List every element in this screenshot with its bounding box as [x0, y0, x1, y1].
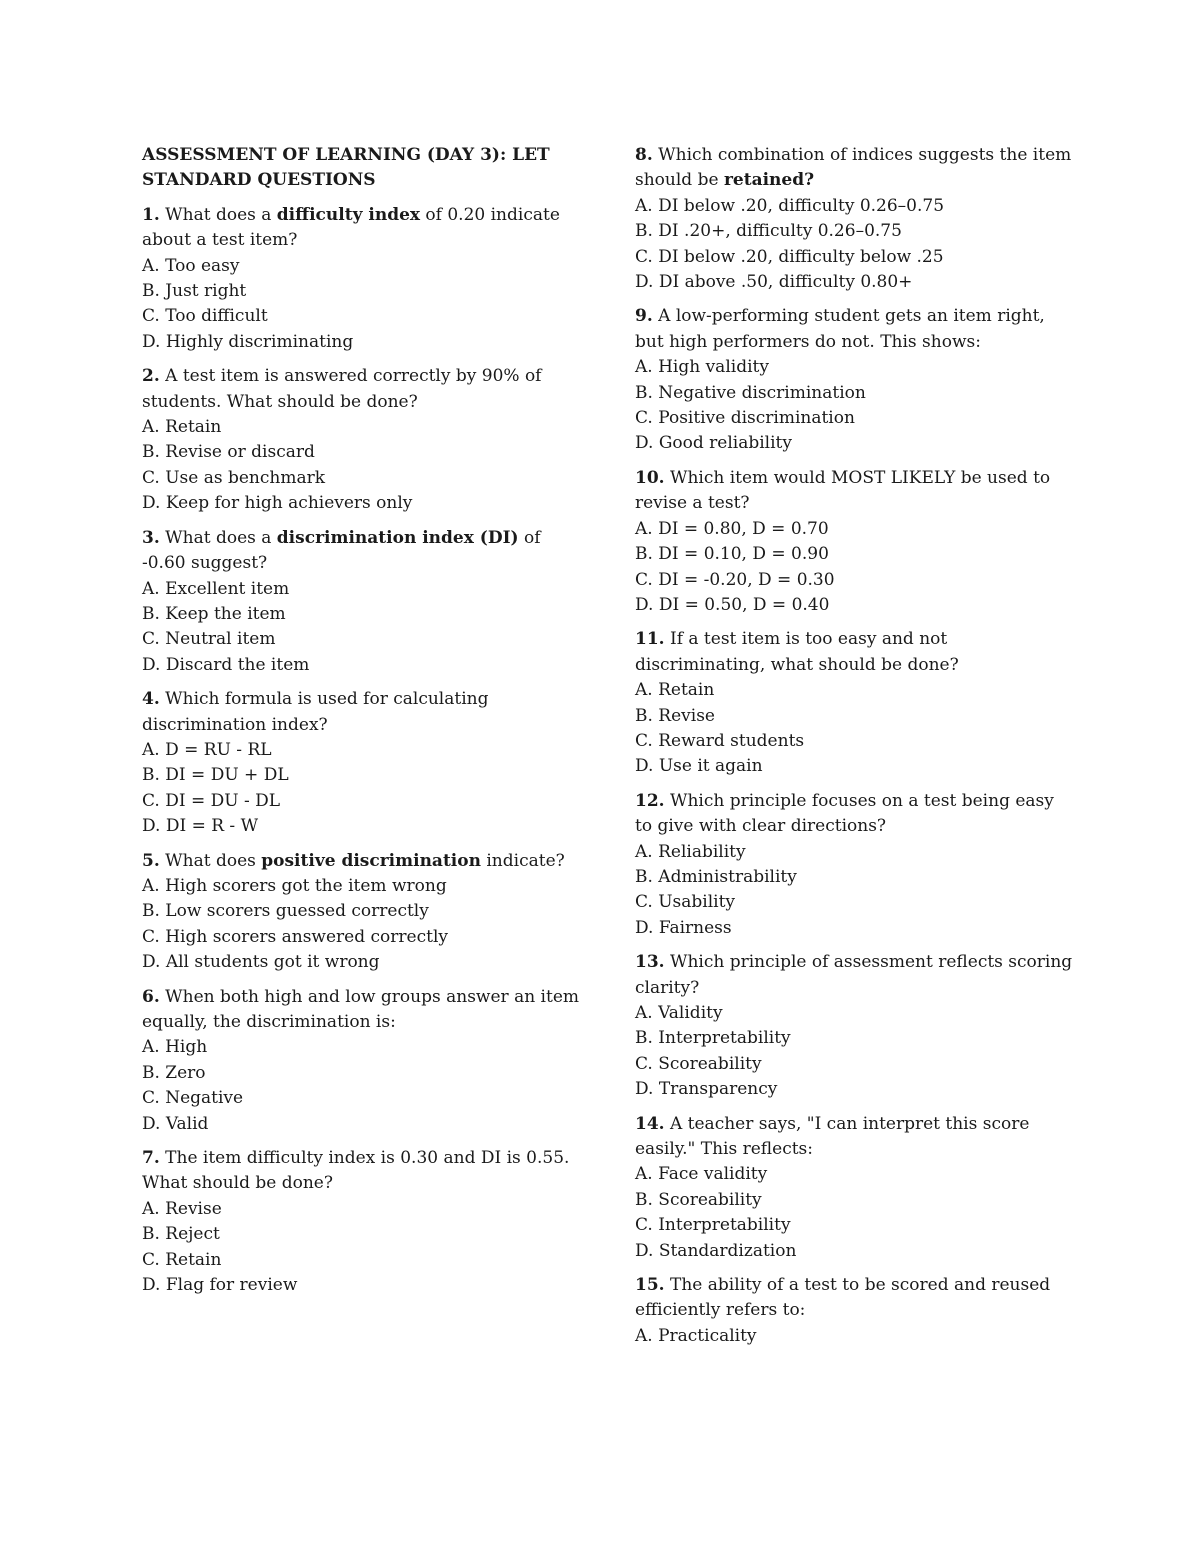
- question-stem: [635, 950, 1075, 1001]
- question-5: [142, 849, 582, 976]
- question-number: 10.: [635, 467, 665, 488]
- question-stem: [635, 1273, 1075, 1324]
- answer-option: A. Retain: [142, 417, 222, 438]
- question-number: 11.: [635, 629, 665, 650]
- answer-option: C. Too difficult: [142, 306, 268, 327]
- question-stem: [142, 849, 582, 874]
- answer-option: A. DI below .20, difficulty 0.26–0.75: [635, 195, 945, 216]
- answer-option: D. DI = 0.50, D = 0.40: [635, 594, 830, 615]
- answer-option: D. Transparency: [635, 1079, 778, 1100]
- answer-option: D. Use it again: [635, 756, 763, 777]
- answer-option: D. Discard the item: [142, 654, 310, 675]
- question-number: 6.: [142, 986, 160, 1007]
- stem-text: of 0.20 indicate about a test item?: [142, 204, 560, 251]
- answer-option: B. Revise: [635, 705, 715, 726]
- question-stem: [142, 1146, 582, 1197]
- question-stem: [635, 1112, 1075, 1163]
- question-stem: [142, 526, 582, 577]
- answer-option: C. DI = -0.20, D = 0.30: [635, 569, 835, 590]
- answer-option: D. Fairness: [635, 917, 732, 938]
- answer-option: B. Low scorers guessed correctly: [142, 901, 429, 922]
- answer-option: C. High scorers answered correctly: [142, 926, 448, 947]
- bold-term: difficulty index: [276, 204, 421, 225]
- question-number: 12.: [635, 790, 665, 811]
- question-number: 15.: [635, 1275, 665, 1296]
- question-stem: [142, 364, 582, 415]
- answer-option: B. Scoreability: [635, 1189, 762, 1210]
- answer-option: B. Zero: [142, 1062, 206, 1083]
- question-number: 9.: [635, 306, 653, 327]
- question-list-left: [142, 203, 582, 1299]
- question-stem: [142, 985, 582, 1036]
- question-stem: [635, 466, 1075, 517]
- answer-option: C. Retain: [142, 1249, 222, 1270]
- answer-option: D. Good reliability: [635, 433, 792, 454]
- question-14: [635, 1112, 1075, 1264]
- stem-text: The item difficulty index is 0.30 and DI is 0.55. What should be done?: [142, 1148, 570, 1194]
- question-3: [142, 526, 582, 678]
- answer-option: B. Negative discrimination: [635, 382, 866, 403]
- answer-option: D. Standardization: [635, 1240, 797, 1261]
- stem-text: Which combination of indices suggests the item should be: [635, 145, 1072, 191]
- answer-option: C. Reward students: [635, 730, 805, 751]
- answer-option: C. Positive discrimination: [635, 408, 855, 429]
- answer-option: A. DI = 0.80, D = 0.70: [635, 518, 829, 539]
- question-number: 13.: [635, 952, 665, 973]
- answer-option: A. Practicality: [635, 1325, 757, 1346]
- answer-option: A. High validity: [635, 357, 769, 378]
- question-10: [635, 466, 1075, 618]
- answer-option: A. High scorers got the item wrong: [142, 875, 447, 896]
- stem-text: Which principle focuses on a test being easy to give with clear directions?: [635, 790, 1054, 837]
- answer-option: B. Administrability: [635, 866, 797, 887]
- question-1: [142, 203, 582, 355]
- question-stem: [142, 687, 582, 738]
- answer-option: B. DI = 0.10, D = 0.90: [635, 544, 829, 565]
- stem-text: A test item is answered correctly by 90% of students. What should be done?: [142, 366, 542, 412]
- stem-text: What does a: [165, 527, 277, 548]
- question-8: [635, 143, 1075, 295]
- answer-option: B. DI .20+, difficulty 0.26–0.75: [635, 221, 902, 242]
- stem-text: What does a: [165, 204, 277, 225]
- bold-term: retained?: [723, 170, 815, 191]
- answer-option: D. Keep for high achievers only: [142, 493, 413, 514]
- stem-text: If a test item is too easy and not discriminating, what should be done?: [635, 629, 959, 675]
- question-number: 3.: [142, 527, 160, 548]
- question-stem: [635, 304, 1075, 355]
- answer-option: D. All students got it wrong: [142, 952, 380, 973]
- answer-option: A. Reliability: [635, 841, 746, 862]
- answer-option: B. Interpretability: [635, 1028, 791, 1049]
- stem-text: When both high and low groups answer an item equally, the discrimination is:: [142, 986, 579, 1032]
- question-number: 14.: [635, 1113, 665, 1134]
- answer-option: C. Use as benchmark: [142, 467, 326, 488]
- stem-text: A teacher says, "I can interpret this score easily." This reflects:: [635, 1113, 1030, 1160]
- question-15: [635, 1273, 1075, 1349]
- question-11: [635, 627, 1075, 779]
- question-7: [142, 1146, 582, 1298]
- answer-option: D. DI = R - W: [142, 816, 259, 837]
- question-number: 1.: [142, 204, 160, 225]
- stem-text: of -0.60 suggest?: [142, 527, 541, 574]
- question-number: 8.: [635, 145, 653, 165]
- answer-option: D. Valid: [142, 1113, 209, 1134]
- question-2: [142, 364, 582, 516]
- question-number: 7.: [142, 1148, 160, 1169]
- answer-option: B. Revise or discard: [142, 442, 315, 463]
- stem-text: Which principle of assessment reflects scoring clarity?: [635, 952, 1073, 998]
- stem-text: What does: [165, 850, 262, 871]
- stem-text: Which formula is used for calculating discrimination index?: [142, 689, 489, 735]
- answer-option: A. Face validity: [635, 1164, 768, 1185]
- answer-option: A. Excellent item: [142, 578, 290, 599]
- stem-text: The ability of a test to be scored and reused efficiently refers to:: [635, 1275, 1051, 1321]
- stem-text: A low-performing student gets an item right, but high performers do not. This shows:: [635, 306, 1045, 352]
- question-9: [635, 304, 1075, 456]
- answer-option: B. DI = DU + DL: [142, 765, 289, 786]
- answer-option: C. DI = DU - DL: [142, 790, 281, 811]
- stem-text: Which item would MOST LIKELY be used to revise a test?: [635, 467, 1051, 514]
- answer-option: B. Just right: [142, 281, 247, 302]
- stem-text: indicate?: [480, 850, 565, 871]
- answer-option: A. D = RU - RL: [142, 739, 272, 760]
- answer-option: A. High: [142, 1037, 208, 1058]
- question-4: [142, 687, 582, 839]
- answer-option: A. Retain: [635, 680, 715, 701]
- answer-option: C. Interpretability: [635, 1215, 791, 1236]
- answer-option: D. Highly discriminating: [142, 331, 354, 352]
- right-column: [635, 143, 1075, 1358]
- answer-option: D. Flag for review: [142, 1275, 298, 1296]
- question-number: 5.: [142, 850, 160, 871]
- question-13: [635, 950, 1075, 1102]
- question-list-right: [635, 143, 1075, 1349]
- answer-option: C. DI below .20, difficulty below .25: [635, 246, 944, 267]
- question-6: [142, 985, 582, 1137]
- answer-option: C. Negative: [142, 1088, 244, 1109]
- answer-option: C. Neutral item: [142, 629, 276, 650]
- answer-option: A. Too easy: [142, 255, 240, 276]
- question-number: 2.: [142, 366, 160, 387]
- question-stem: [635, 789, 1075, 840]
- left-column: [142, 143, 582, 1307]
- question-stem: [635, 627, 1075, 678]
- answer-option: A. Revise: [142, 1198, 222, 1219]
- question-stem: [635, 143, 1075, 194]
- answer-option: B. Reject: [142, 1224, 220, 1245]
- answer-option: A. Validity: [635, 1003, 723, 1023]
- answer-option: C. Usability: [635, 892, 736, 913]
- answer-option: D. DI above .50, difficulty 0.80+: [635, 272, 913, 293]
- question-12: [635, 789, 1075, 941]
- document-title: ASSESSMENT OF LEARNING (DAY 3): LET STANDARD QUESTIONS: [142, 145, 550, 191]
- bold-term: positive discrimination: [261, 850, 481, 871]
- question-stem: [142, 203, 582, 254]
- question-number: 4.: [142, 689, 160, 710]
- bold-term: discrimination index (DI): [276, 527, 519, 548]
- answer-option: C. Scoreability: [635, 1053, 762, 1074]
- answer-option: B. Keep the item: [142, 603, 286, 624]
